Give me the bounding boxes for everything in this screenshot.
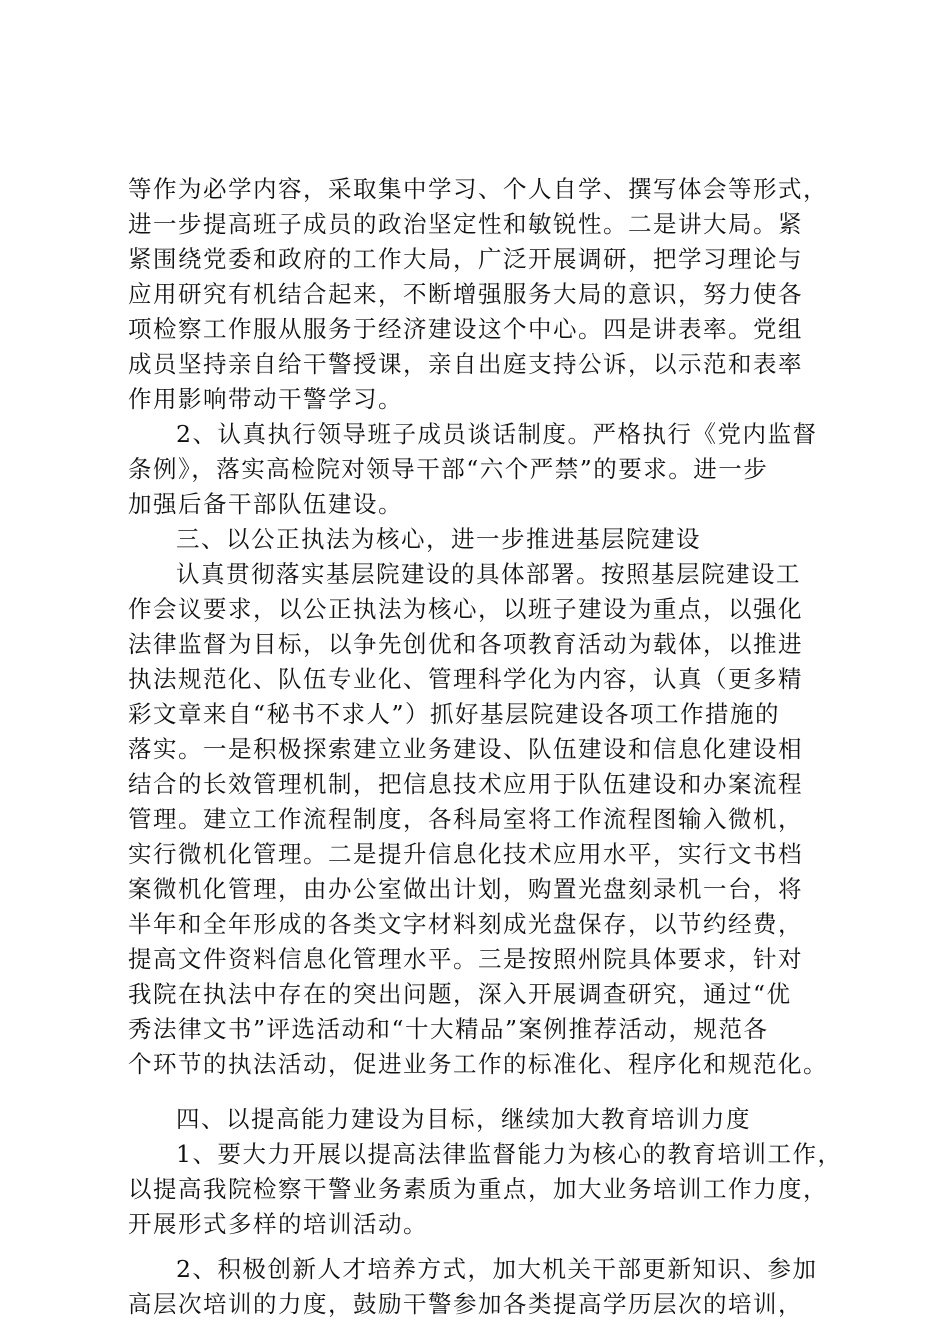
section-heading: 三、以公正执法为核心，进一步推进基层院建设: [176, 525, 701, 553]
text-line: 管理。建立工作流程制度，各科局室将工作流程图输入微机，: [128, 805, 803, 833]
text-line: 1、要大力开展以提高法律监督能力为核心的教育培训工作，: [176, 1140, 843, 1168]
text-line: 2、积极创新人才培养方式，加大机关干部更新知识、参加: [176, 1255, 818, 1283]
text-line: 实行微机化管理。二是提升信息化技术应用水平，实行文书档: [128, 840, 803, 868]
text-line: 秀法律文书”评选活动和“十大精品”案例推荐活动，规范各: [128, 1015, 769, 1043]
text-line: 进一步提高班子成员的政治坚定性和敏锐性。二是讲大局。紧: [128, 210, 803, 238]
text-line: 落实。一是积极探索建立业务建设、队伍建设和信息化建设相: [128, 735, 803, 763]
section-heading: 四、以提高能力建设为目标，继续加大教育培训力度: [176, 1105, 751, 1133]
text-line: 作用影响带动干警学习。: [128, 385, 403, 413]
text-line: 认真贯彻落实基层院建设的具体部署。按照基层院建设工: [176, 560, 801, 588]
text-line: 紧围绕党委和政府的工作大局，广泛开展调研，把学习理论与: [128, 245, 803, 273]
text-line: 案微机化管理，由办公室做出计划，购置光盘刻录机一台，将: [128, 875, 803, 903]
text-line: 2、认真执行领导班子成员谈话制度。严格执行《党内监督: [176, 420, 818, 448]
text-line: 开展形式多样的培训活动。: [128, 1210, 428, 1238]
text-line: 法律监督为目标，以争先创优和各项教育活动为载体，以推进: [128, 630, 803, 658]
text-line: 以提高我院检察干警业务素质为重点，加大业务培训工作力度，: [128, 1175, 828, 1203]
text-line: 执法规范化、队伍专业化、管理科学化为内容，认真（更多精: [128, 665, 803, 693]
text-line: 条例》，落实高检院对领导干部“六个严禁”的要求。进一步: [128, 455, 769, 483]
text-line: 等作为必学内容，采取集中学习、个人自学、撰写体会等形式，: [128, 175, 828, 203]
text-line: 项检察工作服从服务于经济建设这个中心。四是讲表率。党组: [128, 315, 803, 343]
text-line: 结合的长效管理机制，把信息技术应用于队伍建设和办案流程: [128, 770, 803, 798]
text-line: 高层次培训的力度，鼓励干警参加各类提高学历层次的培训，: [128, 1290, 803, 1318]
text-line: 加强后备干部队伍建设。: [128, 490, 403, 518]
text-line: 半年和全年形成的各类文字材料刻成光盘保存，以节约经费，: [128, 910, 803, 938]
text-line: 成员坚持亲自给干警授课，亲自出庭支持公诉，以示范和表率: [128, 350, 803, 378]
text-line: 提高文件资料信息化管理水平。三是按照州院具体要求，针对: [128, 945, 803, 973]
text-line: 个环节的执法活动，促进业务工作的标准化、程序化和规范化。: [128, 1050, 828, 1078]
text-line: 作会议要求，以公正执法为核心，以班子建设为重点，以强化: [128, 595, 803, 623]
text-line: 彩文章来自“秘书不求人”）抓好基层院建设各项工作措施的: [128, 700, 781, 728]
text-line: 我院在执法中存在的突出问题，深入开展调查研究，通过“优: [128, 980, 792, 1008]
text-line: 应用研究有机结合起来，不断增强服务大局的意识，努力使各: [128, 280, 803, 308]
